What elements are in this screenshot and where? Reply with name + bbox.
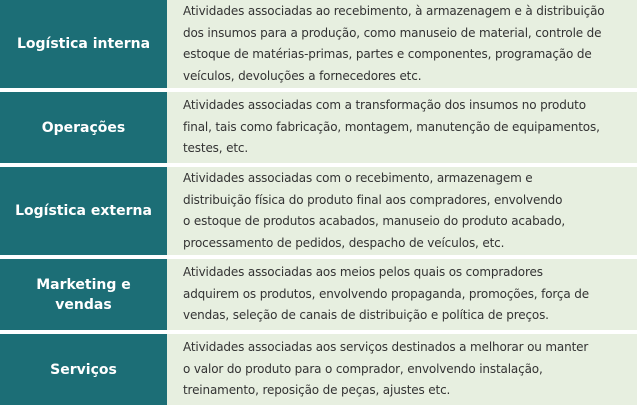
row-description — [167, 259, 637, 330]
row-description — [167, 92, 637, 163]
row-label — [0, 0, 167, 88]
row-label-text: Serviços — [50, 361, 117, 378]
table-row-servicos — [0, 334, 637, 405]
row-description-text: Atividades associadas com o recebimento, armazenagem e distribuição física do produto final aos compradores, envolvendo o estoque de produtos acabados, manuseio do produto acabado, processamento de pedidos, despacho de veículos, etc. — [183, 171, 566, 250]
row-description-text: Atividades associadas ao recebimento, à armazenagem e à distribuição dos insumos para a produção, como manuseio de material, controle de estoque de matérias-primas, partes e componentes, programação de veículos, devoluções a fornecedores etc. — [183, 4, 605, 83]
row-description — [167, 334, 637, 405]
row-label-text: Operações — [41, 119, 126, 136]
row-label-text: Marketing e vendas — [36, 276, 131, 313]
row-label — [0, 259, 167, 330]
row-description — [167, 0, 637, 88]
row-label-text: Logística externa — [15, 203, 152, 219]
row-description — [167, 167, 637, 255]
row-description-text: Atividades associadas com a transformação dos insumos no produto final, tais como fabricação, montagem, manutenção de equipamentos, testes, etc. — [183, 98, 600, 156]
table-row-marketing-e-vendas — [0, 259, 637, 330]
table-row-logistica-interna — [0, 0, 637, 88]
table-row-operacoes — [0, 92, 637, 163]
row-label — [0, 334, 167, 405]
row-label — [0, 167, 167, 255]
row-label — [0, 92, 167, 163]
row-description-text: Atividades associadas aos meios pelos quais os compradores adquirem os produtos, envolvendo propaganda, promoções, força de vendas, seleção de canais de distribuição e política de preços. — [183, 265, 589, 323]
row-label-text: Logística interna — [16, 36, 151, 52]
row-description-text: Atividades associadas aos serviços destinados a melhorar ou manter o valor do produto para o comprador, envolvendo instalação, treinamento, reposição de peças, ajustes etc. — [183, 340, 589, 398]
table-row-logistica-externa — [0, 167, 637, 255]
